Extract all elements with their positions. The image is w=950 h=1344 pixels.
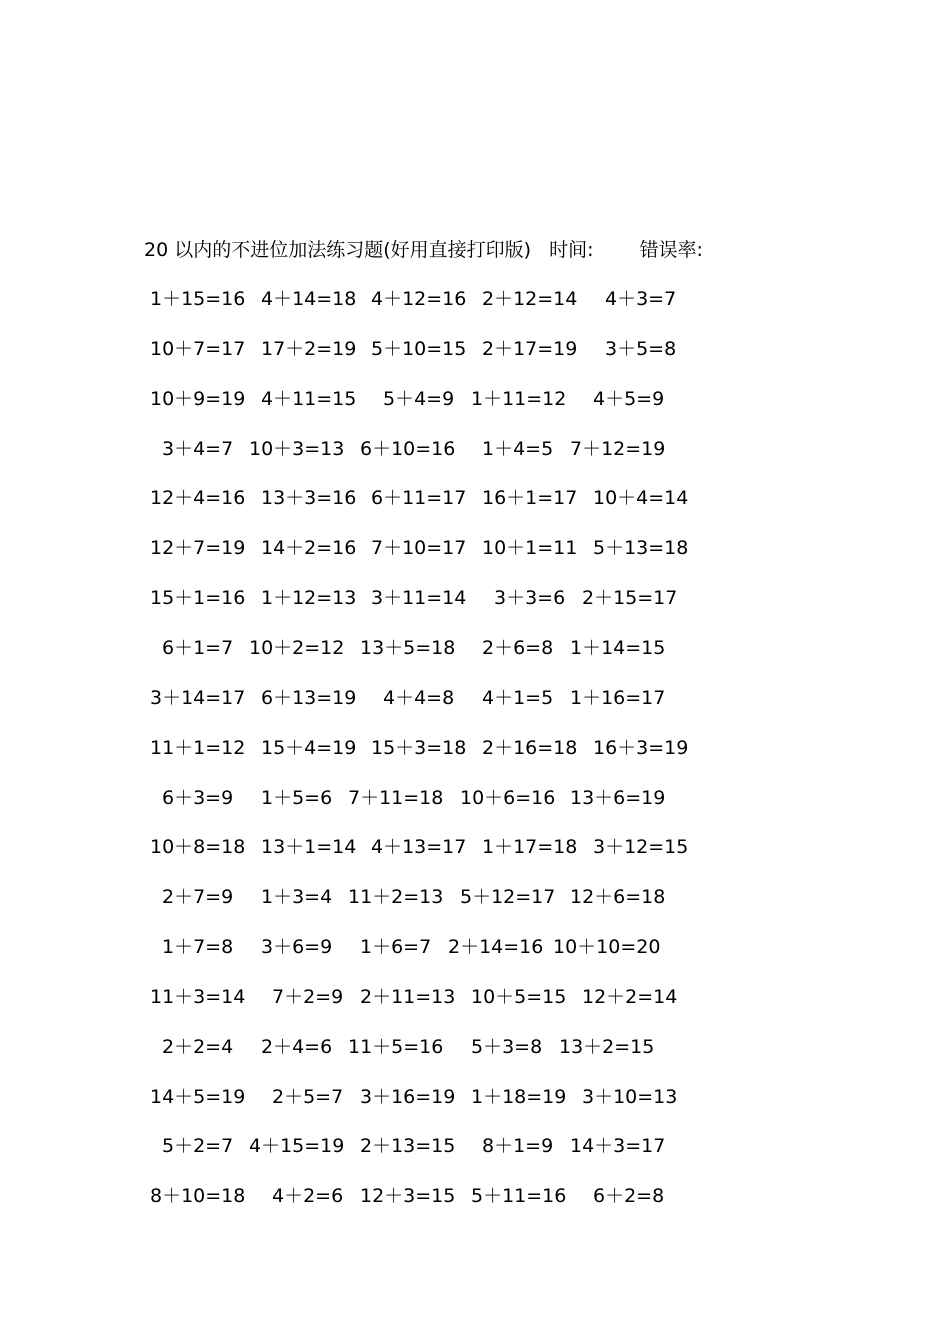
equation: 7＋12=19 (570, 437, 666, 460)
equation: 13＋5=18 (360, 636, 456, 659)
equation: 3＋6=9 (261, 936, 333, 959)
equation-row (0, 334, 950, 364)
equation: 4＋13=17 (371, 836, 467, 859)
equation: 15＋1=16 (150, 587, 246, 610)
equation: 10＋10=20 (553, 936, 661, 959)
equation-row (0, 733, 950, 763)
equation: 2＋5=7 (272, 1085, 344, 1108)
equation: 1＋12=13 (261, 587, 357, 610)
equation: 10＋2=12 (249, 636, 345, 659)
equation: 12＋6=18 (570, 886, 666, 909)
equation: 3＋11=14 (371, 587, 467, 610)
equation: 15＋3=18 (371, 736, 467, 759)
equation: 4＋3=7 (605, 288, 677, 310)
error-rate-label: 错误率: (639, 239, 703, 261)
equation: 1＋17=18 (482, 836, 578, 859)
equation: 5＋3=8 (471, 1035, 543, 1058)
equation-row (0, 982, 950, 1012)
equation: 11＋3=14 (150, 985, 246, 1008)
equation-row (0, 633, 950, 663)
equation: 2＋6=8 (482, 636, 554, 659)
equation: 7＋2=9 (272, 985, 344, 1008)
equation: 16＋1=17 (482, 487, 578, 510)
equation: 2＋7=9 (162, 886, 234, 909)
equation: 1＋14=15 (570, 636, 666, 659)
equation: 14＋3=17 (570, 1135, 666, 1158)
equation: 2＋15=17 (582, 587, 678, 610)
equation: 10＋9=19 (150, 387, 246, 410)
equation: 12＋3=15 (360, 1185, 456, 1208)
time-label: 时间: (549, 239, 594, 261)
equation: 3＋16=19 (360, 1085, 456, 1108)
equation: 11＋1=12 (150, 736, 246, 759)
equation-row (0, 832, 950, 862)
equation: 6＋13=19 (261, 686, 357, 709)
equation: 5＋12=17 (460, 886, 556, 909)
equation: 1＋5=6 (261, 786, 333, 809)
equation: 2＋13=15 (360, 1135, 456, 1158)
equation: 8＋10=18 (150, 1185, 246, 1208)
equation: 4＋2=6 (272, 1185, 344, 1208)
equation: 2＋14=16 (448, 936, 544, 959)
equation-row (0, 683, 950, 713)
equation: 15＋4=19 (261, 736, 357, 759)
equation: 3＋5=8 (605, 337, 677, 360)
equation: 10＋5=15 (471, 985, 567, 1008)
equation: 10＋8=18 (150, 836, 246, 859)
equation: 1＋6=7 (360, 936, 432, 959)
equation: 3＋10=13 (582, 1085, 678, 1108)
equation: 1＋4=5 (482, 437, 554, 460)
equation: 12＋2=14 (582, 985, 678, 1008)
equation: 2＋2=4 (162, 1035, 234, 1058)
equation: 6＋1=7 (162, 636, 234, 659)
equation: 2＋11=13 (360, 985, 456, 1008)
equation: 12＋4=16 (150, 487, 246, 510)
equation: 12＋7=19 (150, 537, 246, 560)
equation: 7＋10=17 (371, 537, 467, 560)
equation-row (0, 284, 950, 314)
equation: 5＋13=18 (593, 537, 689, 560)
equation: 10＋6=16 (460, 786, 556, 809)
equation: 3＋14=17 (150, 686, 246, 709)
equation: 3＋3=6 (494, 587, 566, 610)
equation: 1＋11=12 (471, 387, 567, 410)
equation: 14＋5=19 (150, 1085, 246, 1108)
equation: 10＋3=13 (249, 437, 345, 460)
equation: 13＋3=16 (261, 487, 357, 510)
equation: 7＋11=18 (348, 786, 444, 809)
equation: 17＋2=19 (261, 337, 357, 360)
equation: 1＋16=17 (570, 686, 666, 709)
equation: 6＋2=8 (593, 1185, 665, 1208)
equation: 1＋3=4 (261, 886, 333, 909)
worksheet-title (144, 236, 703, 264)
title-text: 20 以内的不进位加法练习题(好用直接打印版) (144, 239, 532, 261)
equation: 4＋1=5 (482, 686, 554, 709)
equation-row (0, 1082, 950, 1112)
equation: 10＋1=11 (482, 537, 578, 560)
equation: 13＋1=14 (261, 836, 357, 859)
equation: 5＋4=9 (383, 387, 455, 410)
equation-row (0, 1032, 950, 1062)
equation: 11＋2=13 (348, 886, 444, 909)
equation: 3＋4=7 (162, 437, 234, 460)
equation: 10＋7=17 (150, 337, 246, 360)
equation: 5＋2=7 (162, 1135, 234, 1158)
equation: 2＋17=19 (482, 337, 578, 360)
equation: 4＋14=18 (261, 288, 357, 310)
equation-row (0, 483, 950, 513)
equation: 6＋3=9 (162, 786, 234, 809)
equation-row (0, 434, 950, 464)
equation: 1＋15=16 (150, 288, 246, 310)
equation: 3＋12=15 (593, 836, 689, 859)
equation: 14＋2=16 (261, 537, 357, 560)
equation: 6＋11=17 (371, 487, 467, 510)
equation: 13＋6=19 (570, 786, 666, 809)
equation: 10＋4=14 (593, 487, 689, 510)
equation: 6＋10=16 (360, 437, 456, 460)
equation: 2＋4=6 (261, 1035, 333, 1058)
equation-row (0, 533, 950, 563)
equation: 11＋5=16 (348, 1035, 444, 1058)
equation: 16＋3=19 (593, 736, 689, 759)
equation: 4＋4=8 (383, 686, 455, 709)
equation: 4＋12=16 (371, 288, 467, 310)
equation: 4＋15=19 (249, 1135, 345, 1158)
equation: 5＋11=16 (471, 1185, 567, 1208)
equation-row (0, 384, 950, 414)
equation-row (0, 1131, 950, 1161)
equation-row (0, 783, 950, 813)
equation: 1＋7=8 (162, 936, 234, 959)
equation: 13＋2=15 (559, 1035, 655, 1058)
equation-row (0, 882, 950, 912)
equation-row (0, 583, 950, 613)
equation: 2＋12=14 (482, 288, 578, 310)
equation-row (0, 932, 950, 962)
equation: 2＋16=18 (482, 736, 578, 759)
equation: 4＋5=9 (593, 387, 665, 410)
equation: 1＋18=19 (471, 1085, 567, 1108)
equation: 4＋11=15 (261, 387, 357, 410)
equation: 8＋1=9 (482, 1135, 554, 1158)
equation: 5＋10=15 (371, 337, 467, 360)
equation-row (0, 1181, 950, 1211)
